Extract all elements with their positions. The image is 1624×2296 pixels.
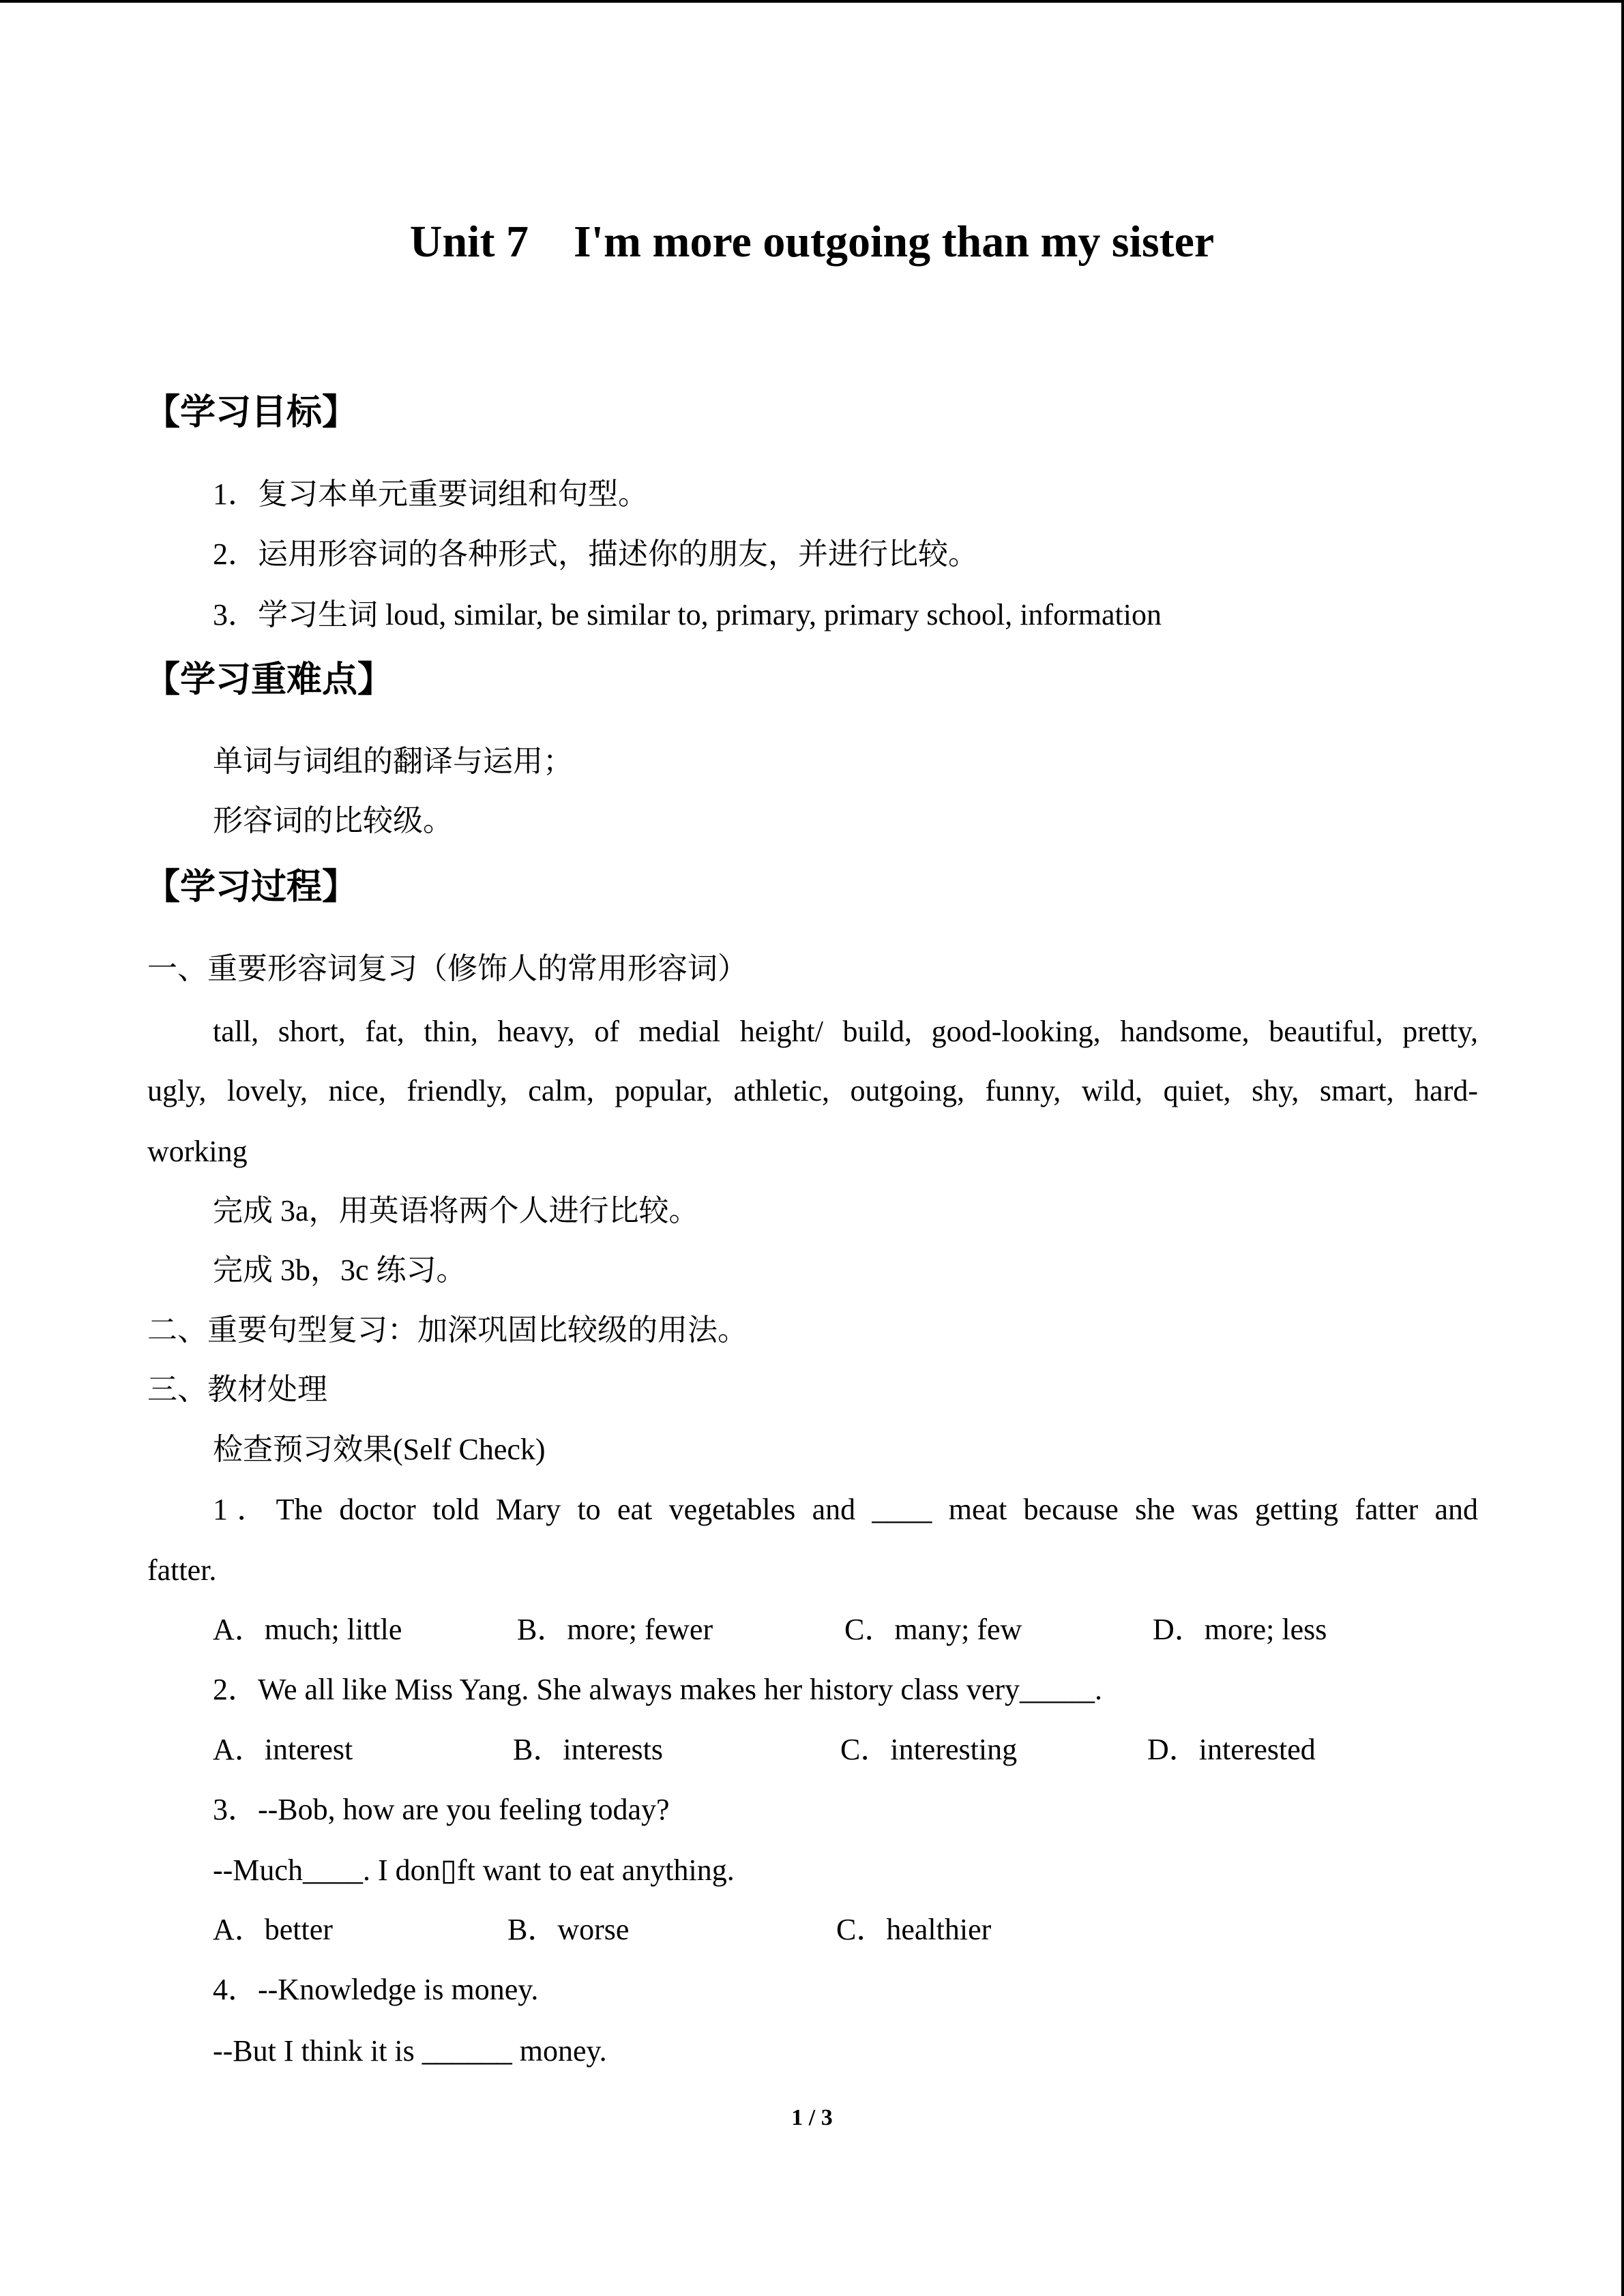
task-3a: 完成 3a，用英语将两个人进行比较。: [213, 1194, 699, 1227]
question-1-option-b: B．more; fewer: [517, 1613, 713, 1646]
objective-item-2: 2．运用形容词的各种形式，描述你的朋友，并进行比较。: [213, 537, 978, 571]
part3-title: 三、教材处理: [147, 1373, 327, 1406]
page-title: Unit 7 I'm more outgoing than my sister: [409, 217, 1215, 267]
question-2-option-b: B．interests: [513, 1733, 663, 1766]
key-points-heading: 【学习重难点】: [145, 659, 394, 700]
question-1-option-c: C．many; few: [844, 1613, 1022, 1646]
adjective-list-line-3: working: [147, 1135, 248, 1168]
objective-item-3: 3．学习生词 loud, similar, be similar to, primary, primary school, information: [213, 598, 1162, 631]
question-3-option-c: C．healthier: [836, 1913, 992, 1946]
question-1-stem-continued: fatter.: [147, 1553, 217, 1587]
question-2-option-d: D．interested: [1147, 1733, 1316, 1766]
part2-title: 二、重要句型复习：加深巩固比较级的用法。: [147, 1313, 748, 1347]
question-1-option-a: A．much; little: [213, 1613, 402, 1646]
page-number: 1 / 3: [791, 2105, 833, 2130]
question-2-stem: 2．We all like Miss Yang. She always makes her history class very_____.: [213, 1673, 1103, 1706]
objectives-heading: 【学习目标】: [145, 392, 358, 433]
right-border-line: [1621, 0, 1624, 2296]
question-2-option-a: A．interest: [213, 1733, 353, 1766]
key-point-item-2: 形容词的比较级。: [213, 804, 453, 837]
question-3-stem: 3．--Bob, how are you feeling today?: [213, 1793, 670, 1826]
question-3-stem-continued: --Much____. I don▯ft want to eat anything.: [213, 1853, 735, 1887]
question-3-option-a: A．better: [213, 1913, 333, 1946]
question-4-stem: 4．--Knowledge is money.: [213, 1973, 539, 2006]
question-1-stem: 1．The doctor told Mary to eat vegetables and ____ meat because she was getting fatter and: [213, 1493, 1478, 1526]
self-check-label: 检查预习效果(Self Check): [213, 1433, 546, 1466]
task-3b-3c: 完成 3b，3c 练习。: [213, 1253, 467, 1287]
question-2-option-c: C．interesting: [840, 1733, 1018, 1766]
question-4-stem-continued: --But I think it is ______ money.: [213, 2034, 607, 2068]
adjective-list-line-1: tall, short, fat, thin, heavy, of medial height/ build, good-looking, handsome, beautiful, pretty,: [213, 1015, 1478, 1048]
objective-item-1: 1．复习本单元重要词组和句型。: [213, 477, 648, 511]
key-point-item-1: 单词与词组的翻译与运用；: [213, 745, 573, 778]
adjective-list-line-2: ugly, lovely, nice, friendly, calm, popular, athletic, outgoing, funny, wild, quiet, shy, smart, hard-: [147, 1074, 1478, 1107]
process-heading: 【学习过程】: [145, 867, 358, 908]
question-3-option-b: B．worse: [507, 1913, 630, 1946]
question-1-option-d: D．more; less: [1153, 1613, 1327, 1646]
top-border-line: [0, 0, 1624, 3]
part1-title: 一、重要形容词复习（修饰人的常用形容词）: [147, 952, 748, 985]
